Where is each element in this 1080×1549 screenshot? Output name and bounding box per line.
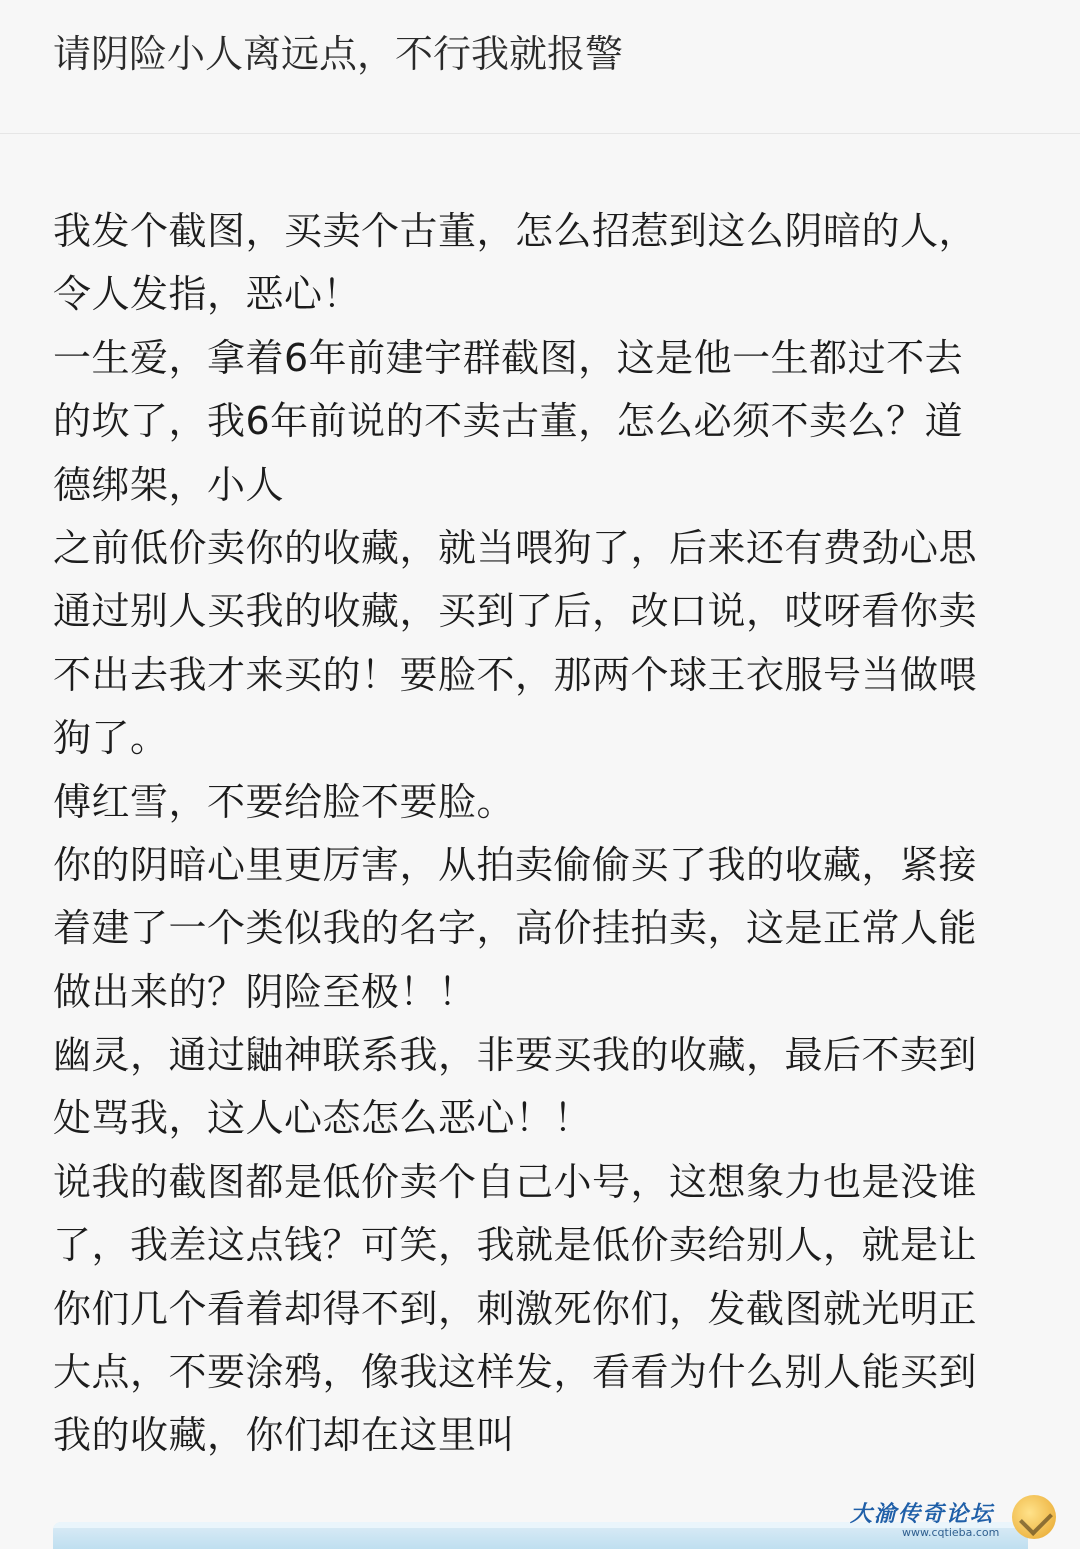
post-line: 你的阴暗心里更厉害，从拍卖偷偷买了我的收藏，紧接 [53, 842, 978, 887]
post-line: 通过别人买我的收藏，买到了后，改口说，哎呀看你卖 [53, 589, 978, 634]
post-title: 请阴险小人离远点，不行我就报警 [53, 32, 624, 76]
post-line: 做出来的？阴险至极！！ [53, 969, 477, 1014]
post-line: 你们几个看着却得不到，刺激死你们，发截图就光明正 [53, 1286, 978, 1331]
watermark-site-name: 大渝传奇论坛 [850, 1501, 995, 1527]
post-header [0, 0, 1080, 134]
site-watermark [850, 1495, 1070, 1545]
post-line: 我的收藏，你们却在这里叫 [53, 1413, 516, 1458]
post-line: 处骂我，这人心态怎么恶心！！ [53, 1096, 593, 1141]
post-line: 大点，不要涂鸦，像我这样发，看看为什么别人能买到 [53, 1350, 978, 1395]
post-line: 一生爱，拿着6年前建宇群截图，这是他一生都过不去 [53, 335, 964, 380]
post-line: 的坎了，我6年前说的不卖古董，怎么必须不卖么？道 [53, 399, 964, 444]
post-line: 之前低价卖你的收藏，就当喂狗了，后来还有费劲心思 [53, 525, 978, 570]
post-line: 我发个截图，买卖个古董，怎么招惹到这么阴暗的人， [53, 209, 978, 253]
watermark-url: www.cqtieba.com [902, 1526, 1000, 1539]
post-line: 着建了一个类似我的名字，高价挂拍卖，这是正常人能 [53, 906, 978, 951]
forum-logo-icon [1012, 1495, 1056, 1539]
post-line: 令人发指，恶心！ [53, 272, 362, 317]
post-line: 不出去我才来买的！要脸不，那两个球王衣服号当做喂 [53, 652, 978, 697]
post-line: 幽灵，通过鼬神联系我，非要买我的收藏，最后不卖到 [53, 1033, 978, 1078]
post-line: 傅红雪，不要给脸不要脸。 [53, 779, 516, 824]
post-line: 狗了。 [53, 716, 169, 761]
post-line: 德绑架，小人 [53, 462, 285, 507]
post-line: 说我的截图都是低价卖个自己小号，这想象力也是没谁 [53, 1159, 978, 1204]
post-line: 了，我差这点钱？可笑，我就是低价卖给别人，就是让 [53, 1223, 978, 1268]
post-body [53, 200, 1028, 1468]
